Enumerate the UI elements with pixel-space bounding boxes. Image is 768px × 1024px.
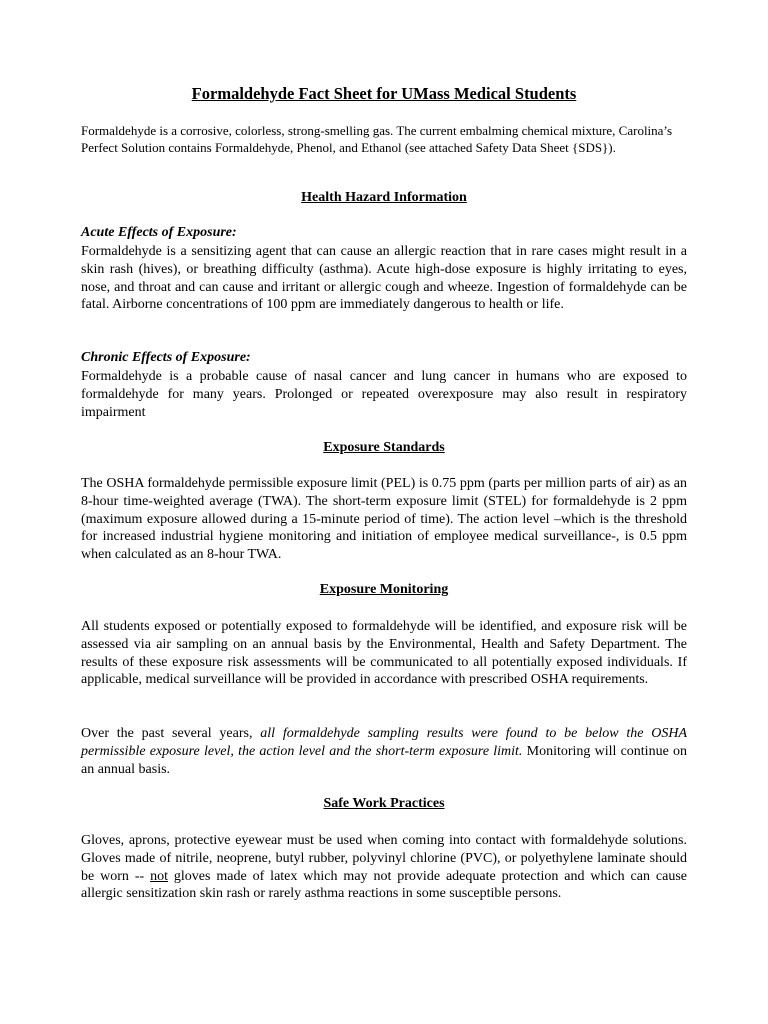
safe-work-end: gloves made of latex which may not provide adequate protection and which can cause allergic sensitization skin rash or rarely asthma reactions in some susceptible persons. — [81, 868, 687, 902]
page-title: Formaldehyde Fact Sheet for UMass Medical Students — [191, 84, 577, 103]
exposure-standards-text: The OSHA formaldehyde permissible exposure limit (PEL) is 0.75 ppm (parts per million parts of air) as an 8-hour time-weighted average (TWA). The short-term exposure limit (STEL) for formaldehyde is 2 ppm (maximum exposure allowed during a 15-minute period of time). The action level –which is the threshold for increased industrial hygiene monitoring and initiation of employee medical surveillance-, is 0.5 ppm when calculated as an 8-hour TWA. — [81, 476, 687, 563]
heading-safe-work-practices: Safe Work Practices — [323, 796, 445, 811]
sampling-results-end: Monitoring will continue on an annual basis. — [81, 743, 687, 777]
safe-work-not: not — [150, 868, 168, 884]
safe-work-practices-text — [81, 832, 687, 903]
intro-paragraph: Formaldehyde is a corrosive, colorless, strong-smelling gas. The current embalming chemical mixture, Carolina’s Perfect Solution contains Formaldehyde, Phenol, and Ethanol (see attached Safety Data Sheet {SDS}). — [81, 123, 673, 155]
safe-work-start: Gloves, aprons, protective eyewear must be used when coming into contact with formaldehyde solutions. Gloves made of nitrile, neoprene, butyl rubber, polyvinyl chlorine (PVC), or polyethylene laminate should be worn -- — [81, 833, 687, 884]
acute-effects-text: Formaldehyde is a sensitizing agent that can cause an allergic reaction that in rare cases might result in a skin rash (hives), or breathing difficulty (asthma). Acute high-dose exposure is highly irritating to eyes, nose, and throat and can cause and irritant or allergic cough and wheeze. Ingestion of formaldehyde can be fatal. Airborne concentrations of 100 ppm are immediately dangerous to health or life. — [81, 244, 687, 313]
sampling-results-emphasis: all formaldehyde sampling results were found to be below the OSHA permissible exposure level, the action level and the short-term exposure limit. — [81, 726, 688, 759]
acute-effects-title: Acute Effects of Exposure: — [81, 225, 237, 240]
chronic-effects-title: Chronic Effects of Exposure: — [81, 350, 251, 365]
exposure-monitoring-text: All students exposed or potentially exposed to formaldehyde will be identified, and exposure risk will be assessed via air sampling on an annual basis by the Environmental, Health and Safety Department. The results of these exposure risk assessments will be communicated to all potentially exposed individuals. If applicable, medical surveillance will be provided in accordance with prescribed OSHA requirements. — [81, 619, 687, 688]
sampling-results-text — [81, 725, 687, 778]
heading-exposure-standards: Exposure Standards — [323, 440, 445, 455]
heading-exposure-monitoring: Exposure Monitoring — [319, 582, 449, 597]
sampling-results-start: Over the past several years, — [81, 726, 261, 741]
heading-health-hazard: Health Hazard Information — [301, 190, 467, 205]
chronic-effects-text: Formaldehyde is a probable cause of nasal cancer and lung cancer in humans who are exposed to formaldehyde for many years. Prolonged or repeated overexposure may also result in respiratory impairment — [81, 369, 687, 420]
